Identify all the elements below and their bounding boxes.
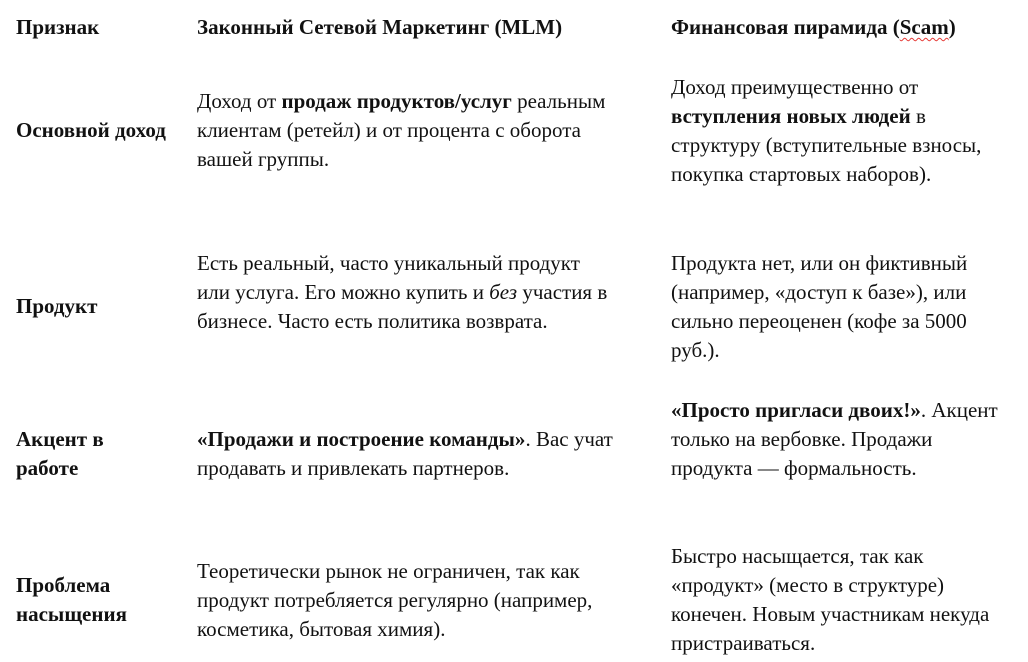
- cell-mlm-saturation: [197, 557, 627, 644]
- bold-text: вступления новых людей: [671, 104, 911, 128]
- cell-scam-saturation: [671, 542, 1016, 658]
- bold-text: «Просто пригласи двоих!»: [671, 398, 921, 422]
- text: Доход от: [197, 89, 282, 113]
- cell-mlm-product: [197, 249, 617, 336]
- text: . Акцент только на вербовке. Продажи продукта — формальность.: [671, 398, 998, 480]
- cell-mlm-work-focus: [197, 425, 652, 483]
- text: участия в бизнесе. Часто есть политика возврата.: [197, 280, 608, 333]
- italic-text: без: [489, 280, 518, 304]
- header-pyramid-prefix: Финансовая пирамида (: [671, 15, 900, 39]
- row-label-saturation: Проблема насыщения: [16, 573, 127, 626]
- text: реальным клиентам (ретейл) и от процента с оборота вашей группы.: [197, 89, 606, 171]
- text: Доход преимущественно от: [671, 75, 919, 99]
- header-legal-mlm: Законный Сетевой Маркетинг (MLM): [197, 15, 563, 39]
- cell-scam-work-focus: [671, 396, 1001, 483]
- row-label-main-income: Основной доход: [16, 118, 166, 142]
- text: Быстро насыщается, так как «продукт» (место в структуре) конечен. Новым участникам некуда пристраиваться.: [671, 544, 990, 655]
- text: Теоретически рынок не ограничен, так как продукт потребляется регулярно (например, косметика, бытовая химия).: [197, 559, 593, 641]
- text: Продукта нет, или он фиктивный (например, «доступ к базе»), или сильно переоценен (кофе за 5000 руб.).: [671, 251, 968, 362]
- header-pyramid-scam: Scam: [899, 15, 949, 39]
- text: Есть реальный, часто уникальный продукт или услуга. Его можно купить и: [197, 251, 580, 304]
- header-pyramid-suffix: ): [948, 15, 956, 39]
- text: в структуру (вступительные взносы, покупка стартовых наборов).: [671, 104, 982, 186]
- cell-scam-product: [671, 249, 1016, 365]
- bold-text: продаж продуктов/услуг: [281, 89, 512, 113]
- text: . Вас учат продавать и привлекать партнеров.: [197, 427, 613, 480]
- header-financial-pyramid: [671, 13, 1021, 42]
- cell-scam-main-income: [671, 73, 1016, 189]
- header-feature: Признак: [16, 15, 100, 39]
- row-label-product: Продукт: [16, 294, 98, 318]
- row-label-work-focus: Акцент в работе: [16, 427, 104, 480]
- bold-text: «Продажи и построение команды»: [197, 427, 526, 451]
- cell-mlm-main-income: [197, 87, 627, 174]
